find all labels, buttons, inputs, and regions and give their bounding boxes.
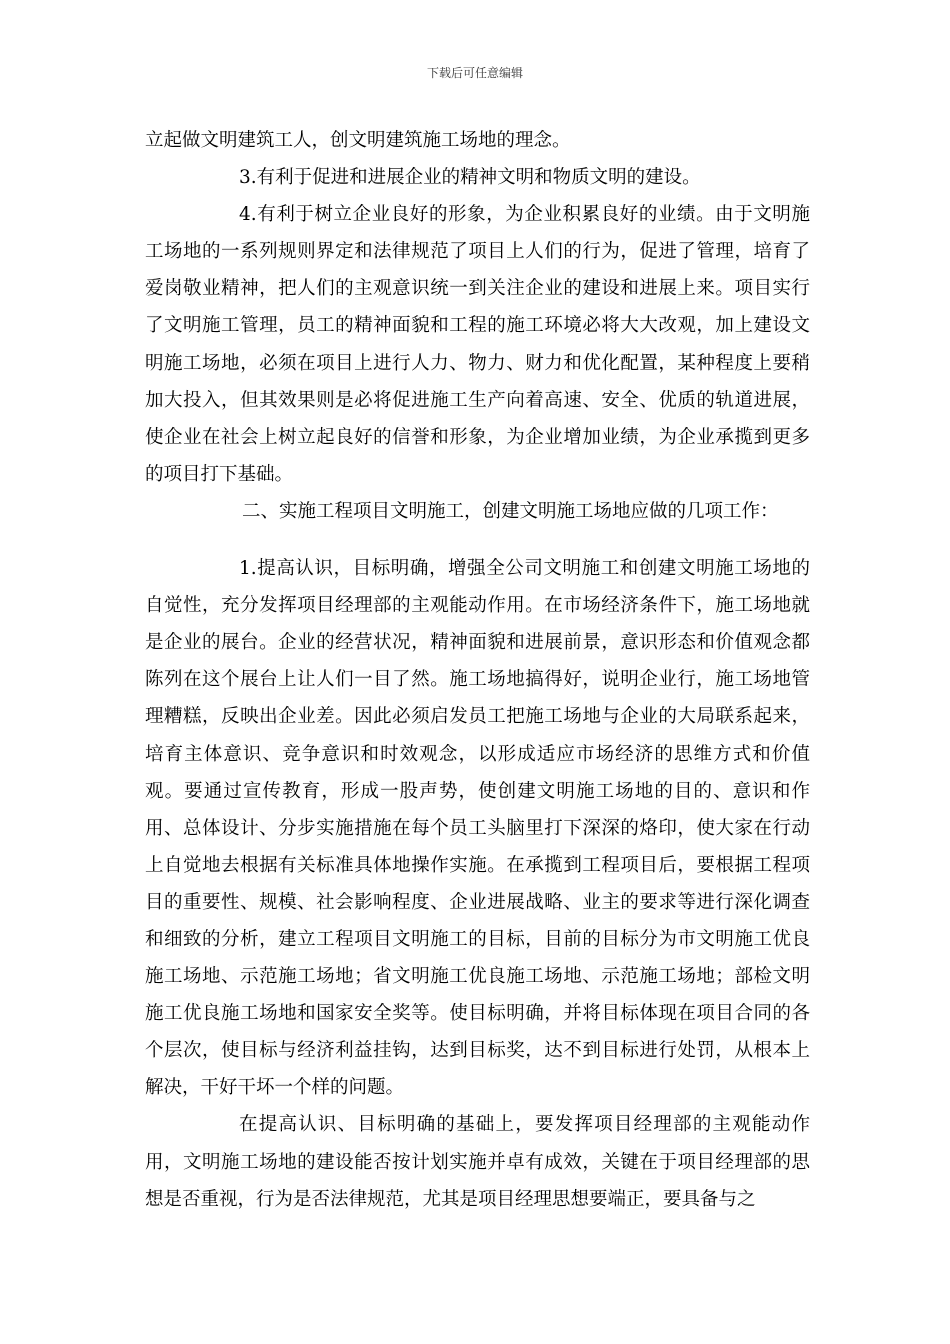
paragraph-continuation: 立起做文明建筑工人，创文明建筑施工场地的理念。 xyxy=(145,130,571,151)
paragraph-followup: 在提高认识、目标明确的基础上，要发挥项目经理部的主观能动作用，文明施工场地的建设能否按计划实施并卓有成效，关键在于项目经理部的思想是否重视，行为是否法律规范，尤其是项目经理思想要端正，要具备与之 xyxy=(145,1114,810,1210)
paragraph-point-3: 3.有利于促进和进展企业的精神文明和物质文明的建设。 xyxy=(239,167,701,189)
section-heading: 二、实施工程项目文明施工，创建文明施工场地应做的几项工作： xyxy=(242,500,779,522)
paragraph-item-1: 1.提高认识，目标明确，增强全公司文明施工和创建文明施工场地的自觉性，充分发挥项目经理部的主观能动作用。在市场经济条件下，施工场地就是企业的展台。企业的经营状况，精神面貌和进展前景，意识形态和价值观念都陈列在这个展台上让人们一目了然。施工场地搞得好，说明企业行，施工场地管理糟糕，反映出企业差。因此必须启发员工把施工场地与企业的大局联系起来，培育主体意识、竞争意识和时效观念，以形成适应市场经济的思维方式和价值观。要通过宣传教育，形成一股声势，使创建文明施工场地的目的、意识和作用、总体设计、分步实施措施在每个员工头脑里打下深深的烙印，使大家在行动上自觉地去根据有关标准具体地操作实施。在承揽到工程项目后，要根据工程项目的重要性、规模、社会影响程度、企业进展战略、业主的要求等进行深化调查和细致的分析，建立工程项目文明施工的目标，目前的目标分为市文明施工优良施工场地、示范施工场地；省文明施工优良施工场地、示范施工场地；部检文明施工优良施工场地和国家安全奖等。使目标明确，并将目标体现在项目合同的各个层次，使目标与经济利益挂钩，达到目标奖，达不到目标进行处罚，从根本上解决，干好干坏一个样的问题。 xyxy=(145,558,810,1099)
page-header: 下载后可任意编辑 xyxy=(426,66,523,80)
document-body xyxy=(145,122,810,1218)
spacer xyxy=(145,530,810,550)
paragraph-point-4: 4.有利于树立企业良好的形象，为企业积累良好的业绩。由于文明施工场地的一系列规则界定和法律规范了项目上人们的行为，促进了管理，培育了爱岗敬业精神，把人们的主观意识统一到关注企业的建设和进展上来。项目实行了文明施工管理，员工的精神面貌和工程的施工环境必将大大改观，加上建设文明施工场地，必须在项目上进行人力、物力、财力和优化配置，某种程度上要稍加大投入，但其效果则是必将促进施工生产向着高速、安全、优质的轨道进展，使企业在社会上树立起良好的信誉和形象，为企业增加业绩，为企业承揽到更多的项目打下基础。 xyxy=(145,204,810,485)
